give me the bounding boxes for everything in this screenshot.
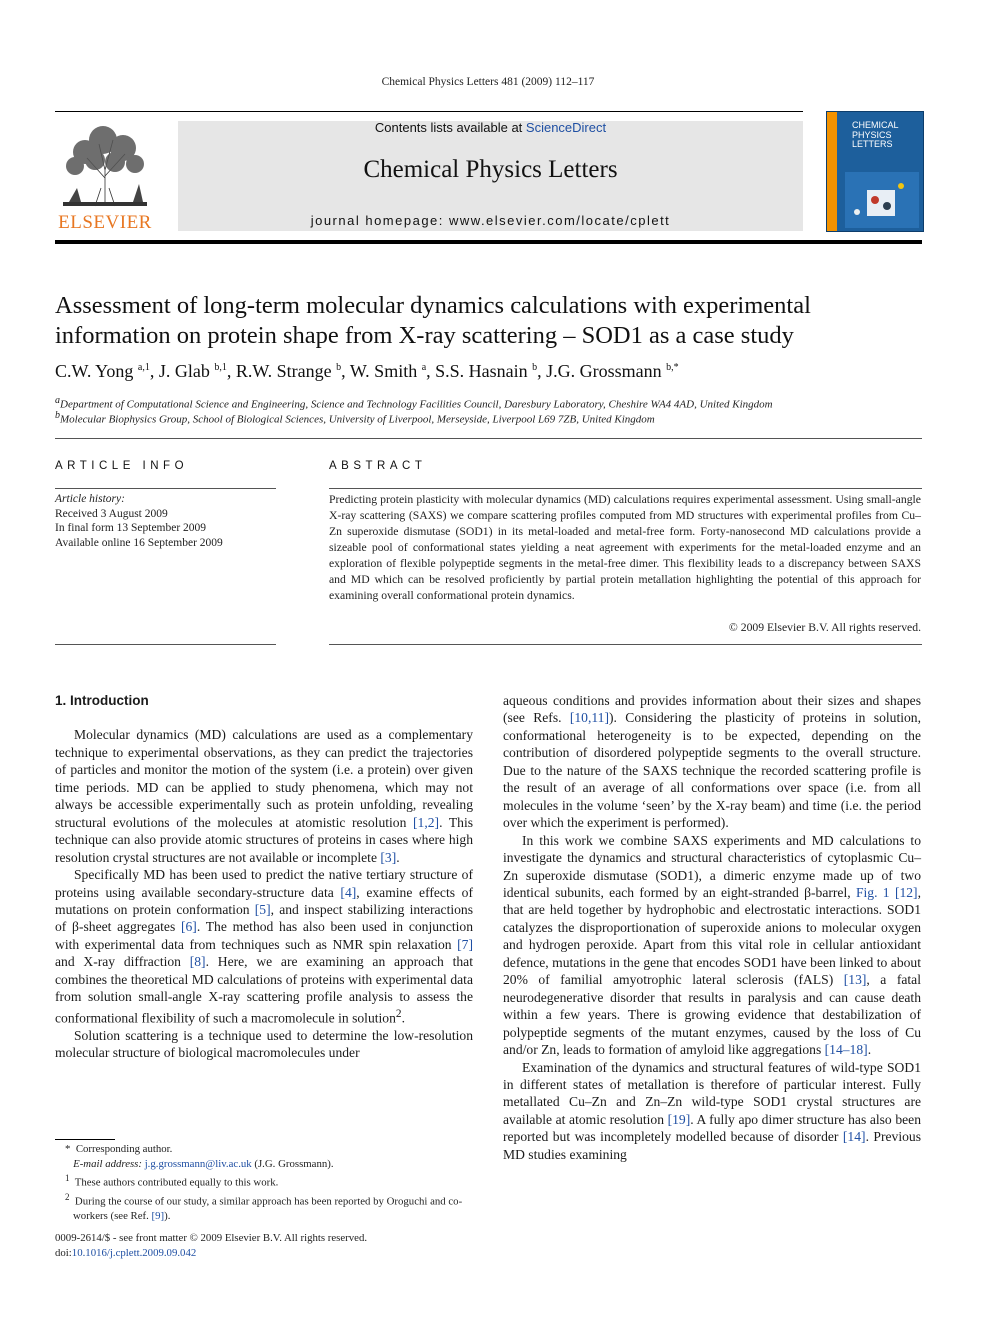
author-affiliation-mark: b,1 bbox=[214, 362, 227, 373]
affiliation-b-mark: b bbox=[55, 410, 60, 421]
text-run: ). Considering the plasticity of proteins in solution, conformational heterogeneity is to be expected, depending on the contribution of disordered polypeptide segments to the overall structure. Due to the nature of the SAXS technique the recorded scattering profile is the result of an average of all conformations over space (i.e. from all molecules in the volume ‘seen’ by the X-ray beam) and time (i.e. the period over which the experiment is performed). bbox=[503, 710, 921, 831]
footnote-mark: 2 bbox=[65, 1192, 70, 1203]
author-affiliation-mark: a bbox=[421, 362, 427, 373]
text-run: , examine effects of mutations on protein conformation bbox=[55, 884, 473, 917]
author-name: R.W. Strange bbox=[235, 361, 337, 381]
footnote-1 bbox=[55, 1171, 473, 1190]
text-run: . bbox=[396, 849, 400, 865]
footnote-rule bbox=[55, 1139, 115, 1140]
affiliation-a-text: Department of Computational Science and Engineering, Science and Technology Facilities Council, Daresbury Laboratory, Cheshire WA4 4AD, United Kingdom bbox=[60, 398, 773, 411]
author-name: W. Smith bbox=[349, 361, 422, 381]
citation-link[interactable]: [7] bbox=[457, 936, 473, 952]
issn-line: 0009-2614/$ - see front matter © 2009 Elsevier B.V. All rights reserved. bbox=[55, 1232, 368, 1244]
footnote-mark: 1 bbox=[65, 1173, 70, 1183]
author-affiliation-mark: a,1 bbox=[137, 362, 150, 373]
cover-strip bbox=[827, 112, 837, 231]
article-info-bottom-rule bbox=[55, 644, 276, 645]
abstract-copyright: © 2009 Elsevier B.V. All rights reserved. bbox=[728, 621, 921, 634]
paragraph bbox=[55, 866, 473, 1027]
citation-link[interactable]: [6] bbox=[180, 919, 197, 935]
cover-graphic bbox=[845, 172, 919, 228]
text-run: . This technique can also provide atomic structures of proteins in cases where high resolution crystal structures are not available or incomplete bbox=[55, 814, 474, 865]
masthead-rule bbox=[55, 240, 922, 244]
citation-link[interactable]: [12] bbox=[894, 884, 918, 900]
history-label: Article history: bbox=[55, 493, 125, 505]
text-run: , a fatal neurodegenerative disorder that results in paralysis and can cause death within a few years. There is growing evidence that destabilization of polypeptide segments of the mutant enzymes, caused by the loss of Cu and/or Zn, leads to formation of amyloid like aggregations bbox=[503, 972, 921, 1058]
author-separator: , bbox=[226, 361, 236, 381]
section-heading-introduction: 1. Introduction bbox=[55, 693, 149, 708]
abstract-rule bbox=[329, 488, 922, 489]
journal-cover bbox=[826, 111, 924, 232]
text-run: Molecular dynamics (MD) calculations are used as a complementary technique to experimental observations, as they can predict the trajectories of particles and monitor the motion of the system (i.e. a protein) over given time periods. MD can be applied to study phenomena, which may not always be accessible experimentally such as protein unfolding, revealing structural evolutions of the molecules at atomistic resolution bbox=[55, 727, 473, 830]
text-run: aqueous conditions and provides information about their sizes and shapes (see Refs. bbox=[503, 693, 921, 726]
article-history bbox=[55, 492, 275, 550]
elsevier-wordmark: ELSEVIER bbox=[58, 212, 152, 233]
author-name: J. Glab bbox=[158, 361, 215, 381]
author-separator: , bbox=[426, 361, 436, 381]
citation-link[interactable]: [1,2] bbox=[413, 814, 440, 830]
author-name: J.G. Grossmann bbox=[546, 361, 667, 381]
paragraph bbox=[55, 726, 473, 866]
email-link[interactable]: j.g.grossmann@liv.ac.uk bbox=[144, 1157, 252, 1170]
author-affiliation-mark: b bbox=[336, 362, 342, 373]
citation-link[interactable]: [4] bbox=[340, 884, 357, 900]
email-suffix: (J.G. Grossmann). bbox=[251, 1157, 334, 1170]
paragraph bbox=[503, 832, 921, 1059]
affiliation-a-mark: a bbox=[55, 395, 60, 406]
footnote-ref-link[interactable]: [9] bbox=[151, 1210, 165, 1223]
affiliation-a bbox=[55, 395, 925, 411]
text-run: In this work we combine SAXS experiments and MD calculations to investigate the dynamics and structural characteristics of cytoplasmic Cu–Zn superoxide dismutase (SOD1), a dimeric enzyme made up of two identical subunits, each formed by an eight-stranded β-barrel, bbox=[503, 832, 921, 900]
body-column-right bbox=[503, 692, 921, 1163]
article-info-rule bbox=[55, 488, 276, 489]
footnote-email bbox=[55, 1157, 473, 1172]
author-name: S.S. Hasnain bbox=[435, 361, 533, 381]
doi-line bbox=[55, 1246, 555, 1261]
citation-link[interactable]: [3] bbox=[380, 849, 397, 865]
footnote-mark: * bbox=[65, 1143, 71, 1155]
citation-link[interactable]: [5] bbox=[254, 901, 271, 917]
journal-citation: Chemical Physics Letters 481 (2009) 112–117 bbox=[381, 76, 595, 88]
citation-link[interactable]: [14–18] bbox=[824, 1042, 868, 1058]
page-footer bbox=[55, 1231, 555, 1260]
cover-title bbox=[852, 121, 899, 150]
text-run: Examination of the dynamics and structural features of wild-type SOD1 in different states of metallation is therefore of particular interest. Fully metallated Cu–Zn and Zn–Zn wild-type SOD1 crystal structures are available at atomic resolution bbox=[503, 1059, 921, 1127]
history-online: Available online 16 September 2009 bbox=[55, 536, 223, 549]
author-separator: , bbox=[537, 361, 547, 381]
email-label: E-mail address: bbox=[73, 1157, 142, 1170]
footnote-end: ). bbox=[164, 1210, 171, 1223]
doi-prefix: doi: bbox=[55, 1246, 72, 1259]
contents-line bbox=[178, 120, 803, 135]
paragraph bbox=[503, 692, 921, 832]
affiliation-b bbox=[55, 410, 925, 426]
history-final-form: In final form 13 September 2009 bbox=[55, 522, 207, 534]
cover-title-line-2: PHYSICS bbox=[852, 129, 892, 140]
abstract-bottom-rule bbox=[329, 644, 922, 645]
doi-link[interactable]: 10.1016/j.cplett.2009.09.042 bbox=[71, 1246, 197, 1259]
journal-name: Chemical Physics Letters bbox=[363, 156, 618, 183]
author-separator: , bbox=[149, 361, 159, 381]
text-run: . Previous MD studies examining bbox=[503, 1129, 921, 1162]
citation-link[interactable]: Fig. 1 bbox=[855, 884, 890, 900]
header-rule bbox=[55, 111, 803, 112]
body-column-left bbox=[55, 692, 473, 1062]
citation-link[interactable]: [8] bbox=[189, 954, 206, 970]
text-run: . bbox=[867, 1042, 872, 1058]
affiliation-rule bbox=[55, 438, 922, 439]
footnote-text: During the course of our study, a similar approach has been reported by Oroguchi and co-workers (see Ref. bbox=[73, 1195, 463, 1223]
cover-title-line-3: LETTERS bbox=[852, 139, 893, 149]
citation-link[interactable]: [10,11] bbox=[569, 710, 609, 726]
text-run: . The method has also been used in conjunction with experimental data from techniques such as NMR spin relaxation bbox=[55, 919, 473, 952]
footnote-ref: 2 bbox=[395, 1007, 402, 1020]
author-name: C.W. Yong bbox=[55, 361, 138, 381]
article-info-heading: ARTICLE INFO bbox=[55, 460, 189, 472]
text-run: , and inspect stabilizing interactions of β-sheet aggregates bbox=[55, 901, 474, 935]
author-separator: , bbox=[341, 361, 350, 381]
text-run: . bbox=[401, 1010, 405, 1026]
abstract-text: Predicting protein plasticity with molecular dynamics (MD) calculations requires experimental assessment. Using small-angle X-ray scattering (SAXS) we compare scattering profiles computed from MD structures with experimental profiles from Cu–Zn superoxide dismutase (SOD1) in its metal-loaded and metal-free form. Forty-nanosecond MD calculations provide a sizeable pool of conformational states yielding a neat agreement with experiments for the metal-loaded enzyme and an exploration of flexible polypeptide segments in the metal-free dimer. This flexibility leads to a discrepancy between SAXS and MD which can be resolved proficiently by partial protein metallation highlighting the potential of this approach for examining overall conformational protein dynamics. bbox=[329, 493, 921, 602]
citation-link[interactable]: [14] bbox=[842, 1129, 866, 1145]
text-run: , that are held together by hydrophobic and electrostatic interactions. SOD1 catalyzes the disproportionation of superoxide anions to molecular oxygen and hydrogen peroxide. Apart from this vital role in cellular antioxidant defence, mutations in the gene that encodes SOD1 have been linked to about 20% of familial amyotrophic lateral sclerosis (fALS) bbox=[503, 884, 921, 988]
sciencedirect-link[interactable]: ScienceDirect bbox=[525, 120, 607, 135]
citation-link[interactable]: [19] bbox=[667, 1111, 691, 1127]
contents-prefix: Contents lists available at bbox=[374, 120, 526, 135]
article-title: Assessment of long-term molecular dynamics calculations with experimental information on protein shape from X-ray scattering – SOD1 as a case study bbox=[55, 292, 811, 349]
author-list bbox=[55, 361, 925, 382]
author-affiliation-mark: b,* bbox=[666, 362, 679, 373]
abstract-heading: ABSTRACT bbox=[329, 460, 427, 472]
citation-link[interactable]: [13] bbox=[843, 972, 867, 988]
journal-homepage[interactable]: journal homepage: www.elsevier.com/locate/cplett bbox=[310, 213, 671, 228]
text-run: Solution scattering is a technique used to determine the low-resolution molecular structure of biological macromolecules under bbox=[55, 1027, 473, 1061]
text-run: . A fully apo dimer structure has also been reported but was incompletely modelled because of disorder bbox=[503, 1111, 921, 1145]
cover-title-line-1: CHEMICAL bbox=[852, 120, 899, 130]
footnote-corresponding bbox=[55, 1142, 473, 1157]
footnotes bbox=[55, 1142, 473, 1224]
footnote-text: Corresponding author. bbox=[75, 1143, 173, 1155]
history-received: Received 3 August 2009 bbox=[55, 507, 168, 520]
text-run: Specifically MD has been used to predict the native tertiary structure of proteins using available secondary-structure data bbox=[55, 867, 473, 900]
text-run: . Here, we are examining an approach that combines the theoretical MD calculations of proteins with experimental data from solution small-angle X-ray scattering profile analysis to assess the conformational flexibility of such a macromolecule in solution bbox=[55, 954, 473, 1026]
author-affiliation-mark: b bbox=[532, 362, 538, 373]
affiliation-b-text: Molecular Biophysics Group, School of Biological Sciences, University of Liverpool, Merseyside, Liverpool L69 7ZB, United Kingdom bbox=[60, 413, 655, 426]
text-run: and X-ray diffraction bbox=[55, 954, 190, 970]
footnote-2 bbox=[55, 1190, 473, 1224]
paragraph bbox=[503, 1059, 921, 1164]
paragraph bbox=[55, 1027, 473, 1062]
footnote-text: These authors contributed equally to this work. bbox=[74, 1176, 279, 1189]
